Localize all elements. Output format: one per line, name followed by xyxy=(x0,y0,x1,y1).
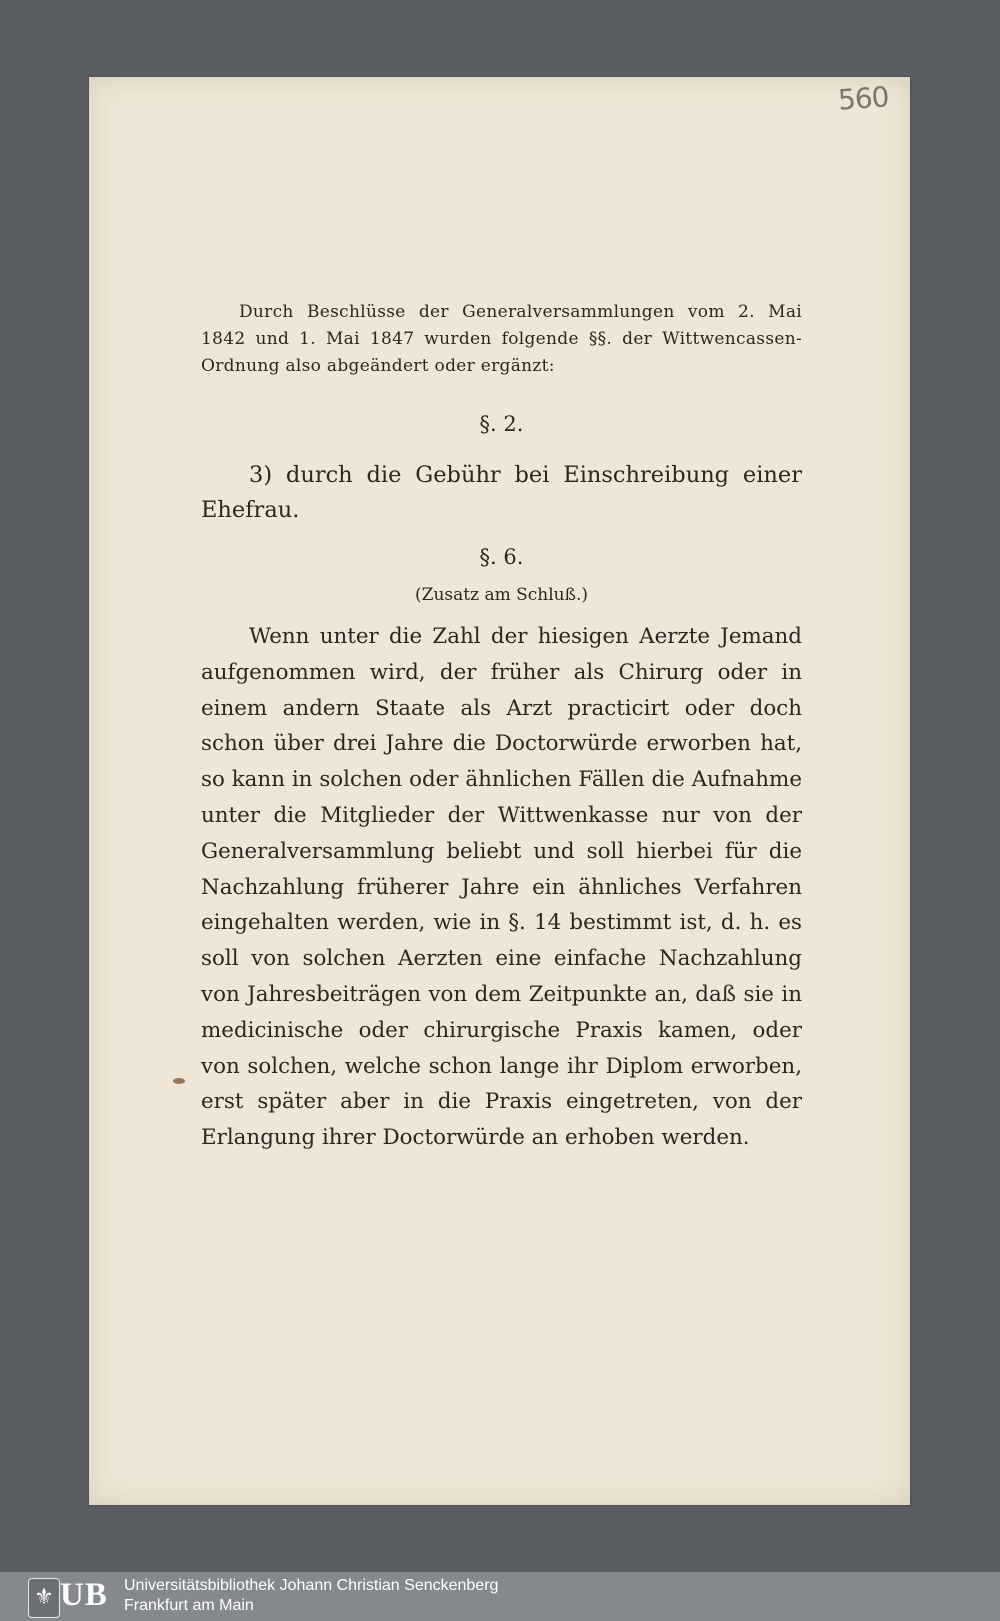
page-number: 560 xyxy=(836,80,890,117)
section-6-text: Wenn unter die Zahl der hiesigen Aerzte Jemand aufgenommen wird, der früher als Chirurg oder in einem andern Staate als Arzt practicirt oder doch schon über drei Jahre die Doctorwürde erworben hat, so kann in solchen oder ähnlichen Fällen die Aufnahme unter die Mitglieder der Wittwenkasse nur von der Generalversammlung beliebt und soll hierbei für die Nachzahlung früherer Jahre ein ähnliches Verfahren eingehalten werden, wie in §. 14 bestimmt ist, d. h. es soll von solchen Aerzten eine einfache Nachzahlung von Jahresbeiträgen von dem Zeitpunkte an, daß sie in medicinische oder chirurgische Praxis kamen, oder von solchen, welche schon lange ihr Diplom erworben, erst später aber in die Praxis eingetreten, von der Erlangung ihrer Doctorwürde an erhoben werden. xyxy=(201,624,802,1151)
library-name: Universitätsbibliothek Johann Christian Senckenberg xyxy=(124,1577,499,1594)
library-footer xyxy=(0,1572,1000,1621)
section-6-heading: §. 6. xyxy=(479,545,524,569)
library-logo-text: UB xyxy=(60,1577,108,1613)
section-6-subheading: (Zusatz am Schluß.) xyxy=(415,585,588,605)
intro-paragraph: Durch Beschlüsse der Generalversammlungen vom 2. Mai 1842 und 1. Mai 1847 wurden folgende §§. der Wittwencassen-Ordnung also abgeändert oder ergänzt: xyxy=(201,302,802,376)
section-2-text: 3) durch die Gebühr bei Einschreibung einer Ehefrau. xyxy=(201,462,802,523)
ink-stain xyxy=(173,1078,185,1084)
library-seal-icon: ⚜ xyxy=(28,1578,60,1618)
library-location: Frankfurt am Main xyxy=(124,1597,254,1614)
section-2-heading: §. 2. xyxy=(479,412,524,436)
